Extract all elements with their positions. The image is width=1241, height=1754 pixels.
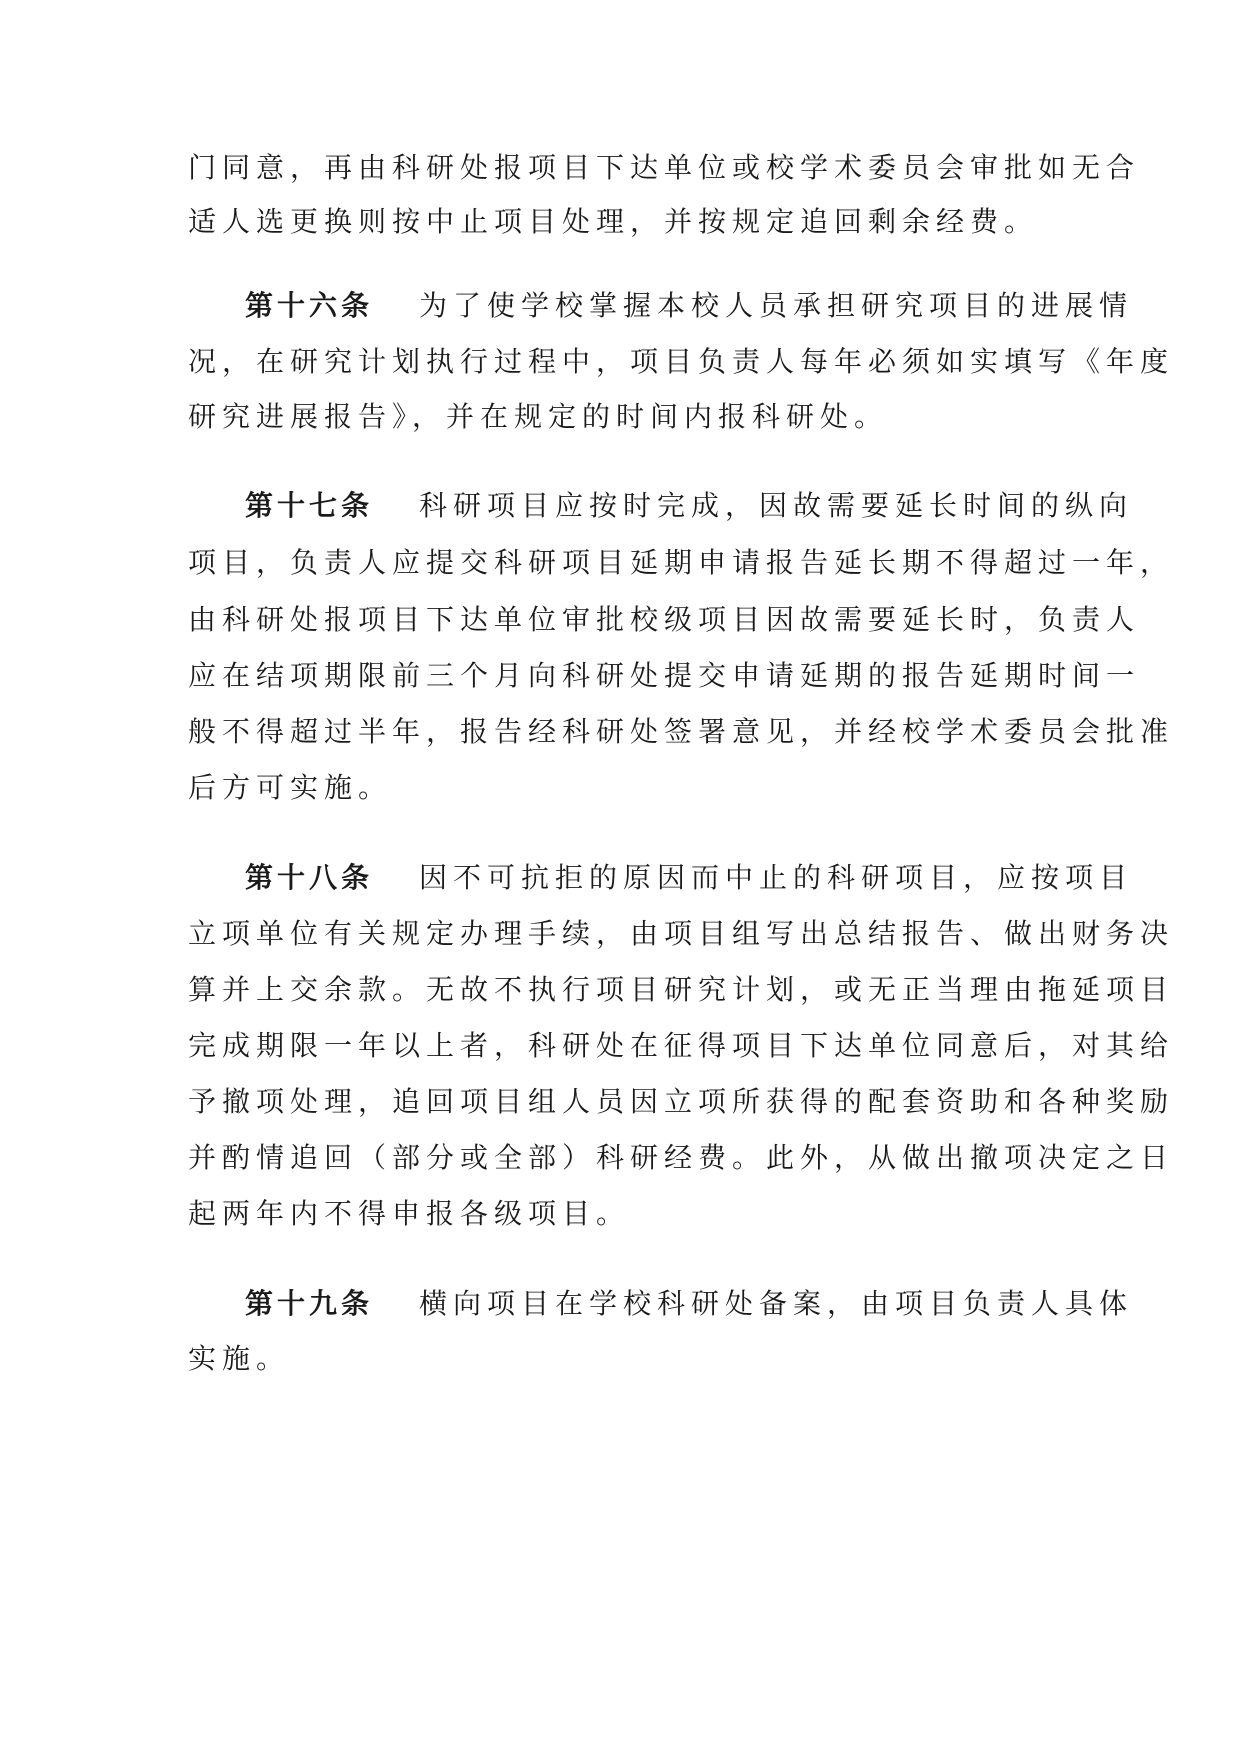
article-16-first-line <box>245 286 1134 326</box>
article-18-line: 予撤项处理，追回项目组人员因立项所获得的配套资助和各种奖励 <box>188 1085 1175 1118</box>
article-17-line: 应在结项期限前三个月向科研处提交申请延期的报告延期时间一 <box>188 659 1141 692</box>
article-17-line: 后方可实施。 <box>188 771 393 804</box>
article-17-line: 由科研处报项目下达单位审批校级项目因故需要延长时，负责人 <box>188 603 1141 636</box>
article-18-text: 因不可抗拒的原因而中止的科研项目，应按项目 <box>419 861 1134 894</box>
article-18-line: 并酌情追回（部分或全部）科研经费。此外，从做出撤项决定之日 <box>188 1141 1175 1174</box>
article-17-first-line <box>245 486 1134 526</box>
article-17-text: 科研项目应按时完成，因故需要延长时间的纵向 <box>419 489 1134 522</box>
intro-line: 门同意，再由科研处报项目下达单位或校学术委员会审批如无合 <box>188 151 1141 184</box>
intro-line: 适人选更换则按中止项目处理，并按规定追回剩余经费。 <box>188 205 1039 238</box>
article-17-line: 般不得超过半年，报告经科研处签署意见，并经校学术委员会批准 <box>188 715 1175 748</box>
article-18-label: 第十八条 <box>245 861 374 894</box>
article-18-line: 起两年内不得申报各级项目。 <box>188 1197 631 1230</box>
article-17-line: 项目，负责人应提交科研项目延期申请报告延长期不得超过一年， <box>188 546 1175 579</box>
article-18-line: 立项单位有关规定办理手续，由项目组写出总结报告、做出财务决 <box>188 917 1175 950</box>
article-16-label: 第十六条 <box>245 289 374 322</box>
article-16-line: 况，在研究计划执行过程中，项目负责人每年必须如实填写《年度 <box>188 345 1175 378</box>
article-16-line: 研究进展报告》，并在规定的时间内报科研处。 <box>188 400 889 433</box>
article-19-text: 横向项目在学校科研处备案，由项目负责人具体 <box>419 1287 1134 1320</box>
article-18-first-line <box>245 858 1134 898</box>
article-18-line: 算并上交余款。无故不执行项目研究计划，或无正当理由拖延项目 <box>188 973 1175 1006</box>
article-19-line: 实施。 <box>188 1342 291 1375</box>
article-16-text: 为了使学校掌握本校人员承担研究项目的进展情 <box>419 289 1134 322</box>
article-18-line: 完成期限一年以上者，科研处在征得项目下达单位同意后，对其给 <box>188 1029 1175 1062</box>
article-17-label: 第十七条 <box>245 489 374 522</box>
article-19-first-line <box>245 1284 1134 1324</box>
article-19-label: 第十九条 <box>245 1287 374 1320</box>
